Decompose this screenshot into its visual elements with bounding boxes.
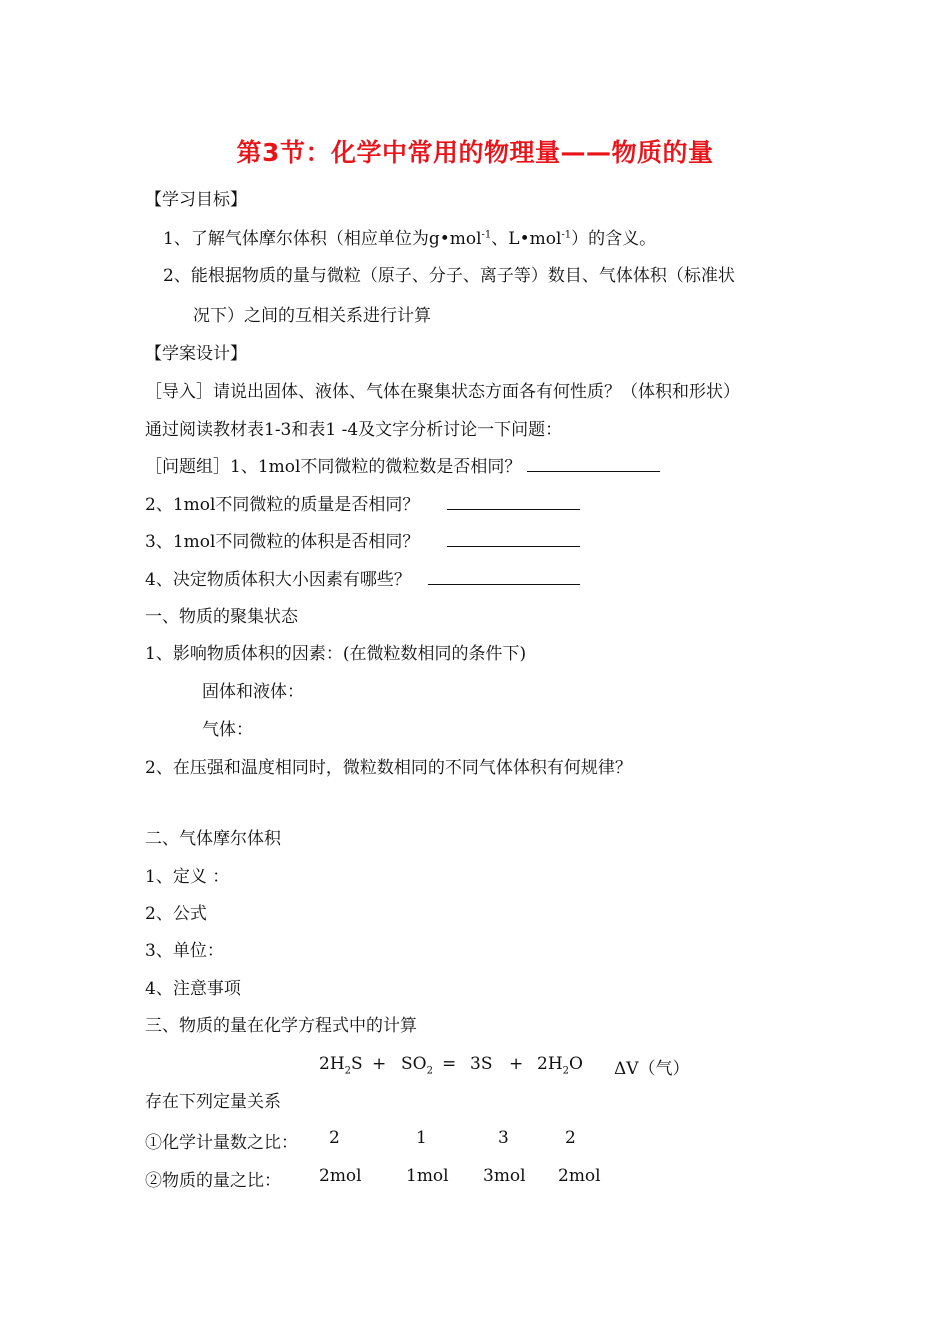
equation-plus-2: + xyxy=(509,1054,524,1074)
objective-item-1 xyxy=(163,228,656,250)
equation-term-h2s xyxy=(319,1054,363,1077)
row-2-value: 1mol xyxy=(406,1166,449,1186)
objective-1-text-a: 1、了解气体摩尔体积（相应单位为g•mol xyxy=(163,229,482,249)
objective-1-text-c: ）的含义。 xyxy=(571,229,657,249)
h2o-sub: 2 xyxy=(562,1065,570,1077)
answer-blank-2[interactable] xyxy=(447,494,580,510)
section-1-point-2: 2、在压强和温度相同时，微粒数相同的不同气体体积有何规律？ xyxy=(145,758,632,778)
row-1-value: 2 xyxy=(329,1128,340,1148)
objective-item-2-line-2: 况下）之间的互相关系进行计算 xyxy=(193,306,431,326)
relation-intro: 存在下列定量关系 xyxy=(145,1092,281,1112)
question-2-text: 2、1mol不同微粒的质量是否相同？ xyxy=(145,495,420,515)
page-title: 第3节：化学中常用的物理量——物质的量 xyxy=(236,138,714,167)
design-heading: 【学案设计】 xyxy=(145,344,247,364)
question-2 xyxy=(145,494,580,516)
row-2-value: 3mol xyxy=(483,1166,526,1186)
equation-term-h2o xyxy=(537,1054,583,1077)
section-1-heading: 一、物质的聚集状态 xyxy=(145,607,298,627)
question-1-text: ［问题组］1、1mol不同微粒的微粒数是否相同？ xyxy=(145,457,522,477)
so2-head: SO xyxy=(401,1054,427,1074)
row-1-value: 1 xyxy=(416,1128,427,1148)
section-1-point-1: 1、影响物质体积的因素：(在微粒数相同的条件下) xyxy=(145,644,527,664)
intro-question: ［导入］请说出固体、液体、气体在聚集状态方面各有何性质？（体积和形状） xyxy=(145,382,740,402)
equation-term-so2 xyxy=(401,1054,433,1077)
row-1-label: ①化学计量数之比： xyxy=(145,1133,298,1153)
question-4-text: 4、决定物质体积大小因素有哪些？ xyxy=(145,570,411,590)
objective-item-2-line-1: 2、能根据物质的量与微粒（原子、分子、离子等）数目、气体体积（标准状 xyxy=(163,266,735,286)
section-2-heading: 二、气体摩尔体积 xyxy=(145,829,281,849)
question-4 xyxy=(145,569,580,591)
equation-delta-v: ΔV（气） xyxy=(614,1059,690,1079)
answer-blank-4[interactable] xyxy=(428,569,580,585)
section-2-item-1: 1、定义 ： xyxy=(145,867,230,887)
equation-term-3s: 3S xyxy=(470,1054,493,1074)
h2s-tail: S xyxy=(351,1054,363,1074)
gas-label: 气体： xyxy=(202,720,253,740)
h2s-sub: 2 xyxy=(344,1065,352,1077)
objective-1-text-b: 、L•mol xyxy=(491,229,562,249)
question-3 xyxy=(145,531,580,553)
h2o-tail: O xyxy=(569,1054,583,1074)
equation-equals: = xyxy=(442,1054,457,1074)
h2o-coef: 2H xyxy=(537,1054,563,1074)
section-2-item-2: 2、公式 xyxy=(145,904,207,924)
reading-instruction: 通过阅读教材表1-3和表1 -4及文字分析讨论一下问题： xyxy=(145,420,563,440)
question-3-text: 3、1mol不同微粒的体积是否相同？ xyxy=(145,532,420,552)
objective-1-sup-a: -1 xyxy=(481,229,492,241)
so2-sub: 2 xyxy=(426,1065,433,1077)
solid-liquid-label: 固体和液体： xyxy=(202,682,304,702)
row-1-value: 2 xyxy=(565,1128,576,1148)
row-2-label: ②物质的量之比： xyxy=(145,1171,281,1191)
objectives-heading: 【学习目标】 xyxy=(145,190,247,210)
h2s-coef: 2H xyxy=(319,1054,345,1074)
section-2-item-3: 3、单位： xyxy=(145,941,224,961)
answer-blank-3[interactable] xyxy=(447,531,580,547)
section-3-heading: 三、物质的量在化学方程式中的计算 xyxy=(145,1016,417,1036)
row-1-value: 3 xyxy=(498,1128,509,1148)
question-1 xyxy=(145,456,660,478)
objective-1-sup-b: -1 xyxy=(561,229,572,241)
row-2-value: 2mol xyxy=(558,1166,601,1186)
row-2-value: 2mol xyxy=(319,1166,362,1186)
answer-blank-1[interactable] xyxy=(527,456,660,472)
equation-plus-1: + xyxy=(372,1054,387,1074)
section-2-item-4: 4、注意事项 xyxy=(145,979,241,999)
